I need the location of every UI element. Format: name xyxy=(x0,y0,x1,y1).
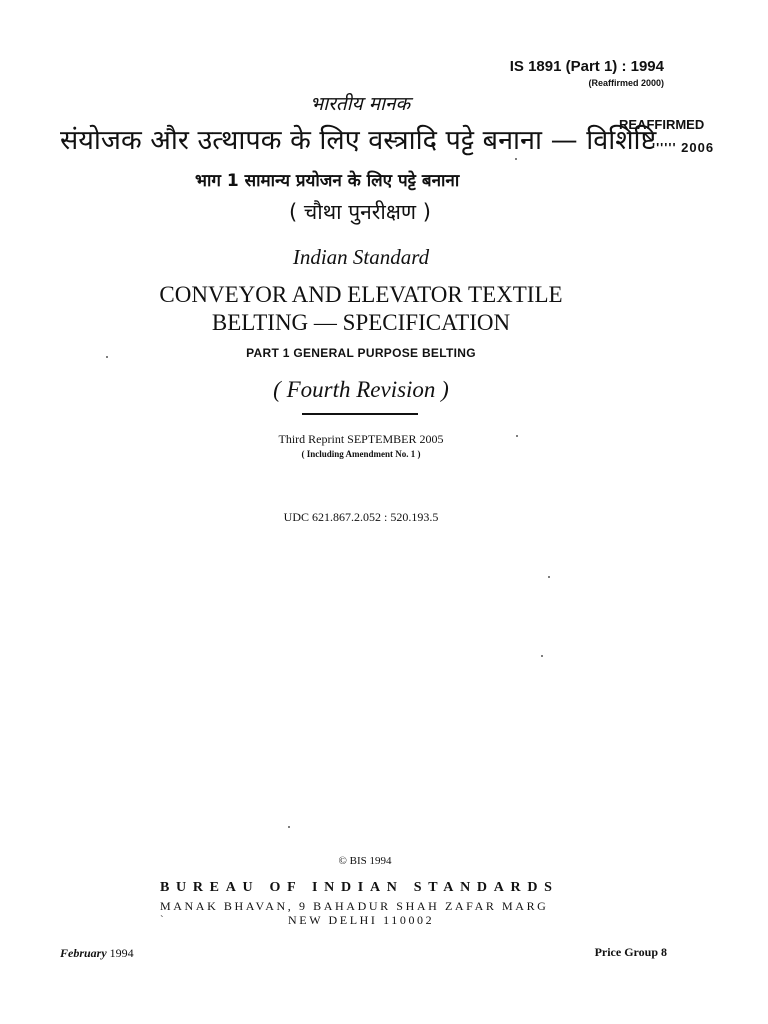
hindi-standard-label: भारतीय मानक xyxy=(309,93,411,115)
scan-speck xyxy=(541,655,543,657)
revision-underline xyxy=(302,413,418,415)
indian-standard-label: Indian Standard xyxy=(292,245,430,269)
address-line-2: NEW DELHI 110002 xyxy=(288,913,435,927)
issue-year: 1994 xyxy=(109,946,134,960)
reaffirmed-note: (Reaffirmed 2000) xyxy=(588,78,664,88)
scan-speck xyxy=(515,158,517,160)
stamp-handwriting: '''''' 2006 xyxy=(652,140,715,155)
title-line-2: BELTING — SPECIFICATION xyxy=(211,310,511,335)
standard-number: IS 1891 (Part 1) : 1994 xyxy=(509,58,664,75)
issue-date xyxy=(60,946,134,961)
scan-speck xyxy=(548,576,550,578)
amendment-note: ( Including Amendment No. 1 ) xyxy=(301,449,421,459)
udc-code: UDC 621.867.2.052 : 520.193.5 xyxy=(283,510,439,524)
hindi-title: संयोजक और उत्थापक के लिए वस्त्रादि पट्टे बनाना — विशिष्टि xyxy=(60,125,657,156)
hindi-revision: ( चौथा पुनरीक्षण ) xyxy=(289,200,431,224)
hindi-part-title: भाग 1 सामान्य प्रयोजन के लिए पट्टे बनाना xyxy=(195,171,460,191)
price-group: Price Group 8 xyxy=(594,945,667,959)
reaffirmed-stamp: REAFFIRMED xyxy=(619,117,705,132)
scan-mark: ` xyxy=(160,914,164,926)
title-line-1: CONVEYOR AND ELEVATOR TEXTILE xyxy=(159,282,563,307)
revision-label: ( Fourth Revision ) xyxy=(273,377,449,402)
copyright-notice: © BIS 1994 xyxy=(338,855,392,867)
publisher-name: BUREAU OF INDIAN STANDARDS xyxy=(160,880,559,895)
scan-speck xyxy=(106,356,108,358)
reprint-info: Third Reprint SEPTEMBER 2005 xyxy=(278,432,444,446)
issue-month: February xyxy=(60,946,107,960)
scan-speck xyxy=(288,826,290,828)
address-line-1: MANAK BHAVAN, 9 BAHADUR SHAH ZAFAR MARG xyxy=(160,899,549,913)
part-title: PART 1 GENERAL PURPOSE BELTING xyxy=(246,346,476,360)
scan-speck xyxy=(516,435,518,437)
